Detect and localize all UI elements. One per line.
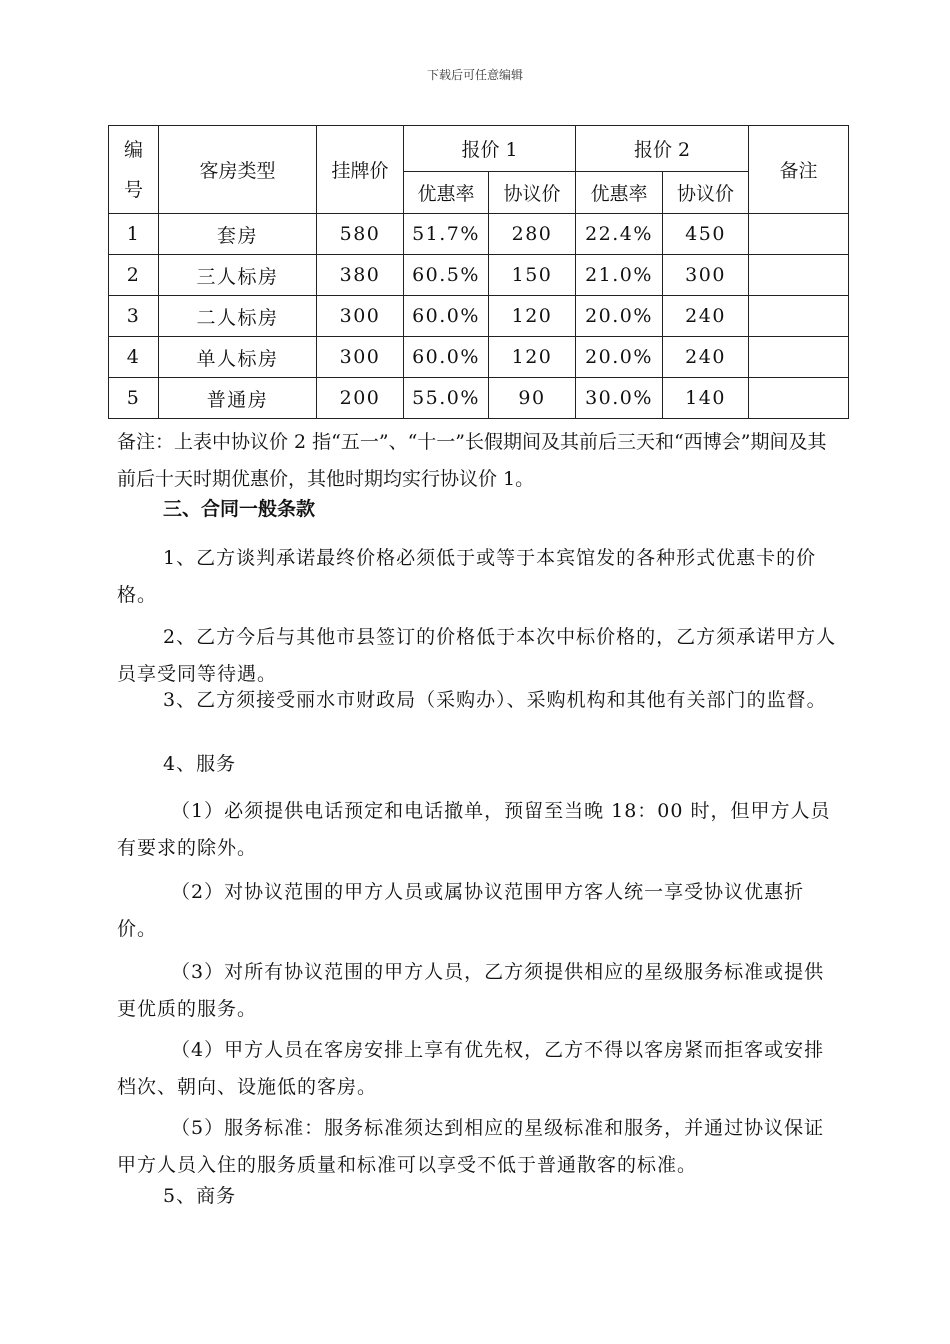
cell-note — [749, 337, 849, 378]
cell-room-type: 套房 — [159, 214, 317, 255]
cell-discount-1: 55.0% — [404, 378, 489, 419]
service-item: （5）服务标准：服务标准须达到相应的星级标准和服务，并通过协议保证甲方人员入住的服务质量和标准可以享受不低于普通散客的标准。 — [117, 1117, 825, 1176]
table-row — [109, 337, 849, 378]
cell-room-type: 三人标房 — [159, 255, 317, 296]
cell-room-type: 单人标房 — [159, 337, 317, 378]
table-row — [109, 255, 849, 296]
cell-no: 2 — [109, 255, 159, 296]
cell-discount-1: 60.5% — [404, 255, 489, 296]
service-item: （4）甲方人员在客房安排上享有优先权，乙方不得以客房紧而拒客或安排档次、朝向、设施低的客房。 — [117, 1039, 825, 1098]
cell-discount-2: 21.0% — [576, 255, 663, 296]
room-rate-table — [108, 125, 849, 419]
table-remark: 备注：上表中协议价 2 指“五一”、“十一”长假期间及其前后三天和“西博会”期间及其前后十天时期优惠价，其他时期均实行协议价 1。 — [117, 431, 827, 490]
cell-no: 5 — [109, 378, 159, 419]
cell-list-price: 580 — [317, 214, 404, 255]
cell-agreed-1: 120 — [489, 337, 576, 378]
table-row — [109, 214, 849, 255]
clause-paragraph: 4、服务 — [163, 753, 237, 775]
cell-agreed-2: 300 — [663, 255, 749, 296]
header-quote-2: 报价 2 — [576, 126, 749, 172]
header-discount-2: 优惠率 — [576, 172, 663, 214]
header-number: 编 号 — [109, 126, 159, 214]
cell-agreed-1: 120 — [489, 296, 576, 337]
cell-discount-2: 20.0% — [576, 337, 663, 378]
clause-paragraph: 3、乙方须接受丽水市财政局（采购办）、采购机构和其他有关部门的监督。 — [163, 689, 827, 711]
cell-agreed-2: 140 — [663, 378, 749, 419]
cell-room-type: 普通房 — [159, 378, 317, 419]
section-title: 三、合同一般条款 — [163, 498, 316, 520]
cell-discount-2: 20.0% — [576, 296, 663, 337]
cell-no: 1 — [109, 214, 159, 255]
cell-note — [749, 296, 849, 337]
header-quote-1: 报价 1 — [404, 126, 576, 172]
cell-list-price: 300 — [317, 296, 404, 337]
service-item: （1）必须提供电话预定和电话撤单，预留至当晚 18：00 时，但甲方人员有要求的除外。 — [117, 800, 831, 859]
cell-agreed-2: 240 — [663, 296, 749, 337]
header-agreed-2: 协议价 — [663, 172, 749, 214]
cell-list-price: 300 — [317, 337, 404, 378]
cell-discount-1: 60.0% — [404, 337, 489, 378]
clause-paragraph: 1、乙方谈判承诺最终价格必须低于或等于本宾馆发的各种形式优惠卡的价格。 — [117, 547, 817, 606]
cell-no: 4 — [109, 337, 159, 378]
cell-agreed-1: 150 — [489, 255, 576, 296]
table-row — [109, 296, 849, 337]
cell-note — [749, 255, 849, 296]
header-room-type: 客房类型 — [159, 126, 317, 214]
header-agreed-1: 协议价 — [489, 172, 576, 214]
cell-discount-2: 22.4% — [576, 214, 663, 255]
cell-list-price: 200 — [317, 378, 404, 419]
cell-note — [749, 378, 849, 419]
header-note: 备注 — [749, 126, 849, 214]
cell-list-price: 380 — [317, 255, 404, 296]
header-list-price: 挂牌价 — [317, 126, 404, 214]
service-item: （3）对所有协议范围的甲方人员，乙方须提供相应的星级服务标准或提供更优质的服务。 — [117, 961, 825, 1020]
cell-note — [749, 214, 849, 255]
cell-agreed-1: 280 — [489, 214, 576, 255]
cell-room-type: 二人标房 — [159, 296, 317, 337]
cell-agreed-1: 90 — [489, 378, 576, 419]
cell-no: 3 — [109, 296, 159, 337]
table-row — [109, 378, 849, 419]
service-item: （2）对协议范围的甲方人员或属协议范围甲方客人统一享受协议优惠折价。 — [117, 881, 805, 940]
cell-discount-1: 60.0% — [404, 296, 489, 337]
cell-discount-2: 30.0% — [576, 378, 663, 419]
clause-paragraph: 2、乙方今后与其他市县签订的价格低于本次中标价格的，乙方须承诺甲方人员享受同等待遇。 — [117, 626, 837, 685]
header-discount-1: 优惠率 — [404, 172, 489, 214]
cell-agreed-2: 450 — [663, 214, 749, 255]
clause-paragraph: 5、商务 — [163, 1185, 237, 1207]
cell-discount-1: 51.7% — [404, 214, 489, 255]
page-header-note: 下载后可任意编辑 — [426, 68, 523, 82]
cell-agreed-2: 240 — [663, 337, 749, 378]
